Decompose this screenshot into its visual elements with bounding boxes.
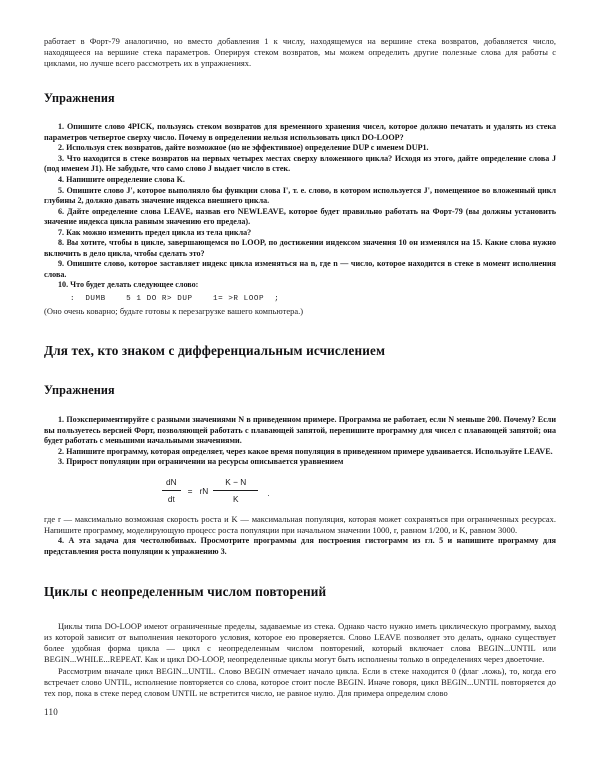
code-sample-forth: : DUMB 5 1 DO R> DUP 1= >R LOOP ; <box>70 295 280 304</box>
capacity-denominator: K <box>232 493 239 504</box>
spacer <box>44 106 556 122</box>
spacer <box>44 600 556 621</box>
spacer <box>44 398 556 415</box>
intro-paragraph: работает в Форт-79 аналогично, но вместо добавления 1 к числу, находящемуся на вершине стека возвратов, добавляется число, находящееся на вершине стека параметров. Оперируя стеком возвратов, мы можем определить другие полезные слова для работы с циклами, но лучше всего рассмотреть их в упражнениях. <box>44 36 556 69</box>
calculus-exercise-item-4: 4. А эта задача для честолюбивых. Просмотрите программы для построения гистограмм из гл. 5 и напишите программу для представления роста популяции к упражнению 3. <box>44 536 556 556</box>
exercise-item-3: 3. Что находится в стеке возвратов на первых четырех местах сверху вложенного цикла? Исходя из этого, дайте определение слова J (под именем J1). Не забудьте, что само слово J выдает число в стек. <box>44 153 556 174</box>
capacity-numerator: K − N <box>225 476 247 487</box>
growth-coefficient: rN <box>199 485 209 496</box>
heading-indefinite-loops-section: Циклы с неопределенным числом повторений <box>44 584 327 600</box>
formula-explanation: где r — максимально возможная скорость роста и K — максимальная популяция, которая может сохраняться при ограниченных ресурсах. Напишите программу, моделирующую процесс роста популяции при начальном значении 1000, r, равном 1/200, и K, равном 3000. <box>44 513 556 535</box>
equals-sign: = <box>187 485 193 496</box>
spacer <box>44 69 556 91</box>
exercise-item-10: 10. Что будет делать следующее слово: <box>58 280 199 290</box>
derivative-denominator: dt <box>167 493 175 504</box>
loops-paragraph-2: Рассмотрим вначале цикл BEGIN...UNTIL. Слово BEGIN отмечает начало цикла. Если в стеке находится 0 (флаг .ложь), то, когда его встречает слово UNTIL, исполнение повторяется со слова, которое стоит после BEGIN. Иначе говоря, цикл BEGIN...UNTIL повторяется до тех пор, пока в стеке перед словом UNTIL не встретится число, не равное нулю. Для примера определим слово <box>44 665 556 698</box>
exercise-item-5: 5. Опишите слово J', которое выполняло бы функции слова I', т. е. слово, в котором используется J', помещенное во вложенный цикл глубины 2, должно давать значение индекса внешнего цикла. <box>44 185 556 206</box>
calculus-exercise-item-1: 1. Поэкспериментируйте с разными значениями N в приведенном примере. Программа не работает, если N меньше 200. Почему? Если вы пользуетесь версией Форт, позволяющей работать с плавающей запятой, перепишите программу для чисел с плавающей запятой; она будет работать с меньшими начальными значениями. <box>44 415 556 446</box>
spacer <box>44 557 556 584</box>
carrying-capacity-fraction <box>213 477 258 505</box>
heading-exercises-1: Упражнения <box>44 91 115 106</box>
page-number: 110 <box>44 707 59 717</box>
page-content <box>44 36 556 699</box>
heading-exercises-2: Упражнения <box>44 383 115 398</box>
fraction-bar <box>162 490 181 491</box>
fraction-bar <box>213 490 258 491</box>
derivative-fraction <box>162 477 181 505</box>
exercise-item-1: 1. Опишите слово 4PICK, пользуясь стеком возвратов для временного хранения чисел, которое должно печатать и удалять из стека параметров четвертое сверху число. Почему в определении нельзя использовать цикл DO-LOOP? <box>44 122 556 142</box>
exercise-item-4: 4. Напишите определение слова K. <box>58 175 185 185</box>
exercise-item-8: 8. Вы хотите, чтобы в цикле, завершающемся по LOOP, по достижении индексом значения 10 он изменялся на 15. Какие слова нужно включить в дело цикла, чтобы сделать это? <box>44 238 556 258</box>
population-growth-equation <box>44 471 556 511</box>
code-note: (Оно очень коварно; будьте готовы к перезагрузке вашего компьютера.) <box>44 306 304 317</box>
exercise-item-7: 7. Как можно изменить предел цикла из тела цикла? <box>58 227 252 237</box>
calculus-exercise-item-2: 2. Напишите программу, которая определяет, через какое время популяция в приведенном примере удваивается. Используйте LEAVE. <box>58 446 553 456</box>
calculus-exercise-item-3: 3. Прирост популяции при ограничении на ресурсы описывается уравнением <box>58 457 344 467</box>
derivative-numerator: dN <box>166 476 177 487</box>
exercise-item-2: 2. Используя стек возвратов, дайте возможное (но не эффективное) определение DUP с именем DUP1. <box>58 143 429 153</box>
spacer <box>44 317 556 343</box>
loops-paragraph-1: Циклы типа DO-LOOP имеют ограниченные пределы, задаваемые из стека. Однако часто нужно иметь циклическую программу, выход из которой зависит от выполнения некоторого условия, которое ею проверяется. Слово LEAVE позволяет это делать, однако существует более удобная форма цикла — цикл с неопределенным числом повторений, который включает слова BEGIN...UNTIL или BEGIN...WHILE...REPEAT. Как и цикл DO-LOOP, неопределенные циклы могут быть исполнены только в определениях через двоеточие. <box>44 621 556 665</box>
exercise-item-6: 6. Дайте определение слова LEAVE, назвав его NEWLEAVE, которое будет правильно работать на Форт-79 (вы должны установить значение индекса цикла равным значению его предела). <box>44 206 556 227</box>
formula-trailing-punctuation: . <box>267 487 270 498</box>
spacer <box>44 359 556 383</box>
exercise-item-9: 9. Опишите слово, которое заставляет индекс цикла изменяться на n, где n — число, которое находится в стеке в момент исполнения слова. <box>44 259 556 279</box>
heading-calculus-section: Для тех, кто знаком с дифференциальным исчислением <box>44 343 386 359</box>
